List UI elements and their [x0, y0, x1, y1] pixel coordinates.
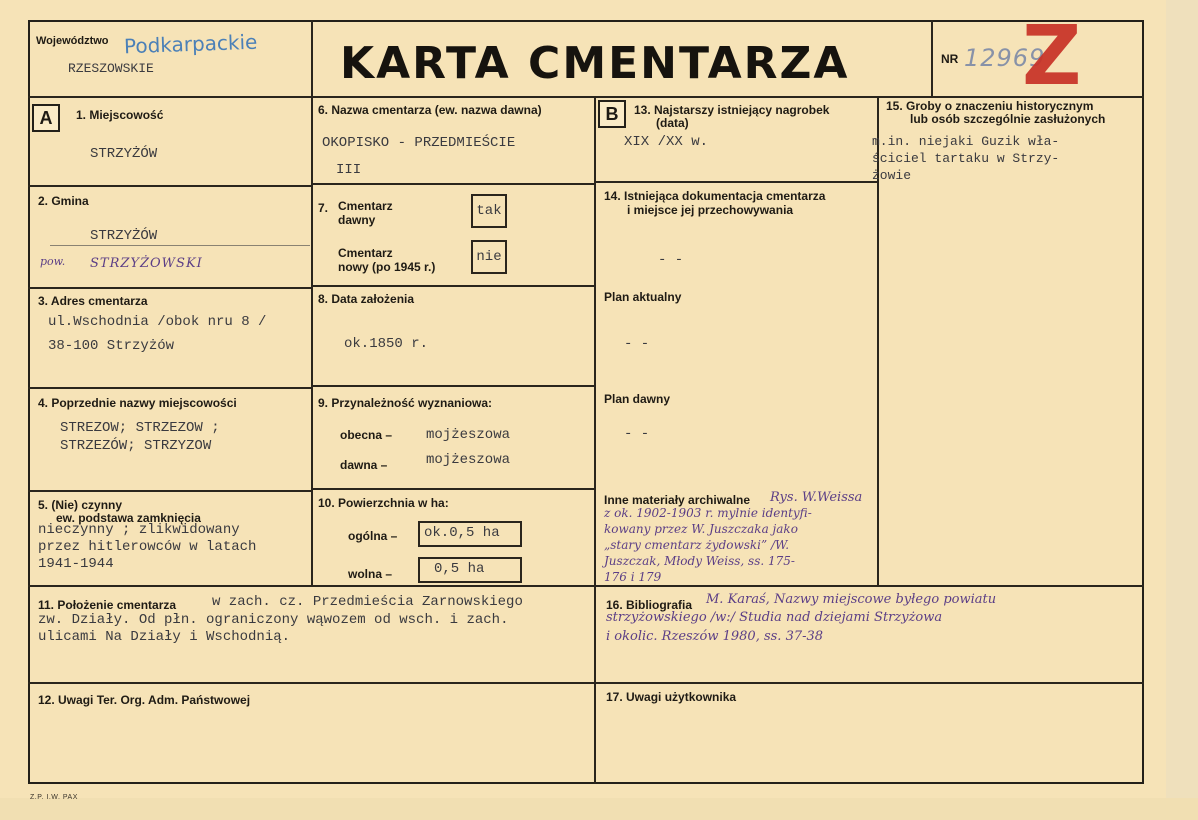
- field-14-label: 14. Istniejąca dokumentacja cmentarza: [604, 189, 826, 203]
- field-3-label: 3. Adres cmentarza: [38, 294, 148, 308]
- divider: [28, 682, 1144, 684]
- field-6-line-2: III: [336, 162, 362, 178]
- divider: [311, 183, 595, 185]
- voivodeship-stamp: Podkarpackie: [123, 29, 258, 59]
- field-13-label: 13. Najstarszy istniejący nagrobek: [634, 103, 830, 117]
- pencil-line: [50, 245, 310, 246]
- field-9-obecna-label: obecna –: [340, 428, 393, 442]
- plan-aktualny-label: Plan aktualny: [604, 290, 682, 304]
- archival-line-4: „stary cmentarz żydowski” /W.: [604, 538, 790, 552]
- field-10-label: 10. Powierzchnia w ha:: [318, 496, 449, 510]
- field-13-sublabel: (data): [656, 116, 689, 130]
- plan-dawny-value: - -: [624, 426, 650, 442]
- plan-dawny-label: Plan dawny: [604, 392, 671, 406]
- divider: [311, 20, 313, 586]
- archival-line-6: 176 i 179: [604, 570, 662, 584]
- divider: [28, 490, 312, 492]
- field-7-nowy-box: nie: [471, 240, 507, 274]
- field-10-wolna-label: wolna –: [348, 567, 393, 581]
- field-15-label: 15. Groby o znaczeniu historycznym: [886, 99, 1094, 113]
- category-mark: Z: [1022, 9, 1082, 104]
- field-5-sublabel: ew. podstawa zamknięcia: [56, 511, 201, 525]
- card-edge: [1166, 0, 1198, 820]
- field-9-dawna-label: dawna –: [340, 458, 388, 472]
- field-9-dawna-value: mojżeszowa: [426, 452, 511, 468]
- field-8-label: 8. Data założenia: [318, 292, 415, 306]
- nr-value: 12969: [964, 44, 1046, 72]
- field-6-label: 6. Nazwa cmentarza (ew. nazwa dawna): [318, 103, 542, 117]
- field-1-label: 1. Miejscowość: [76, 108, 164, 122]
- field-6-line-1: OKOPISKO - PRZEDMIEŚCIE: [322, 135, 516, 151]
- field-3-line-2: 38-100 Strzyżów: [48, 338, 175, 354]
- divider: [28, 287, 312, 289]
- field-10-wolna-box: 0,5 ha: [418, 557, 522, 583]
- card-edge: [0, 798, 1198, 820]
- divider: [311, 385, 595, 387]
- field-7-dawny-box: tak: [471, 194, 507, 228]
- divider: [28, 585, 1144, 587]
- field-3-line-1: ul.Wschodnia /obok nru 8 /: [48, 314, 267, 330]
- field-7-num: 7.: [318, 201, 329, 215]
- field-17-label: 17. Uwagi użytkownika: [606, 690, 737, 704]
- divider: [594, 181, 878, 183]
- archival-line-5: Juszczak, Młody Weiss, ss. 175-: [604, 554, 795, 568]
- field-14-sublabel: i miejsce jej przechowywania: [627, 203, 794, 217]
- voivodeship-value: RZESZOWSKIE: [68, 61, 154, 76]
- divider: [594, 96, 596, 784]
- divider: [931, 20, 933, 98]
- field-2-pow-value: STRZYŻOWSKI: [90, 256, 203, 271]
- field-16-line-1: M. Karaś, Nazwy miejscowe byłego powiatu: [706, 592, 997, 607]
- archival-line-3: kowany przez W. Juszczaka jako: [604, 522, 798, 536]
- field-7-dawny-sublabel: dawny: [338, 213, 376, 227]
- divider: [311, 285, 595, 287]
- field-14-value: - -: [658, 252, 684, 268]
- field-7-nowy-label: Cmentarz: [338, 246, 393, 260]
- field-10-ogolna-label: ogólna –: [348, 529, 398, 543]
- divider: [28, 387, 312, 389]
- section-a-badge: A: [32, 104, 60, 132]
- divider: [28, 185, 312, 187]
- field-13-value: XIX /XX w.: [624, 134, 709, 150]
- field-15-line-3: żowie: [872, 168, 912, 183]
- nr-label: NR: [941, 52, 959, 66]
- field-7-nowy-sublabel: nowy (po 1945 r.): [338, 260, 436, 274]
- field-10-ogolna-box: ok.0,5 ha: [418, 521, 522, 547]
- field-15-line-2: ściciel tartaku w Strzy-: [872, 151, 1060, 166]
- field-4-line-2: STRZEZÓW; STRZYZOW: [60, 438, 212, 454]
- archival-label: Inne materiały archiwalne: [604, 493, 751, 507]
- archival-line-2: z ok. 1902-1903 r. mylnie identyfi-: [604, 506, 812, 520]
- field-2-value: STRZYŻÓW: [90, 228, 158, 244]
- field-11-line-1: w zach. cz. Przedmieścia Zarnowskiego: [212, 594, 523, 610]
- field-2-label: 2. Gmina: [38, 194, 89, 208]
- field-11-line-2: zw. Działy. Od płn. ograniczony wąwozem od wsch. i zach.: [38, 612, 509, 628]
- card-title: KARTA CMENTARZA: [340, 38, 850, 89]
- field-5-line-1: nieczynny ; zlikwidowany: [38, 522, 240, 538]
- field-5-line-3: 1941-1944: [38, 556, 114, 572]
- field-11-line-3: ulicami Na Działy i Wschodnią.: [38, 629, 291, 645]
- archival-line-1: Rys. W.Weissa: [770, 490, 863, 505]
- section-b-badge: B: [598, 100, 626, 128]
- divider: [311, 488, 595, 490]
- field-15-line-1: m.in. niejaki Guzik wła-: [872, 134, 1060, 149]
- field-11-label: 11. Położenie cmentarza: [38, 598, 177, 612]
- printer-imprint: Z.P. I.W. PAX: [30, 794, 78, 801]
- field-1-value: STRZYŻÓW: [90, 146, 158, 162]
- field-2-pow-label: pow.: [40, 255, 66, 268]
- field-15-sublabel: lub osób szczególnie zasłużonych: [910, 112, 1106, 126]
- field-4-line-1: STREZOW; STRZEZOW ;: [60, 420, 220, 436]
- divider: [28, 96, 1144, 98]
- plan-aktualny-value: - -: [624, 336, 650, 352]
- field-9-label: 9. Przynależność wyznaniowa:: [318, 396, 493, 410]
- voivodeship-label: Województwo: [36, 35, 109, 47]
- field-5-line-2: przez hitlerowców w latach: [38, 539, 257, 555]
- field-16-label: 16. Bibliografia: [606, 598, 693, 612]
- field-4-label: 4. Poprzednie nazwy miejscowości: [38, 396, 237, 410]
- field-5-label: 5. (Nie) czynny: [38, 498, 123, 512]
- field-9-obecna-value: mojżeszowa: [426, 427, 511, 443]
- field-12-label: 12. Uwagi Ter. Org. Adm. Państwowej: [38, 693, 251, 707]
- field-8-value: ok.1850 r.: [344, 336, 429, 352]
- field-16-line-2: strzyżowskiego /w:/ Studia nad dziejami Strzyżowa: [606, 610, 943, 625]
- field-16-line-3: i okolic. Rzeszów 1980, ss. 37-38: [606, 629, 824, 644]
- field-7-dawny-label: Cmentarz: [338, 199, 393, 213]
